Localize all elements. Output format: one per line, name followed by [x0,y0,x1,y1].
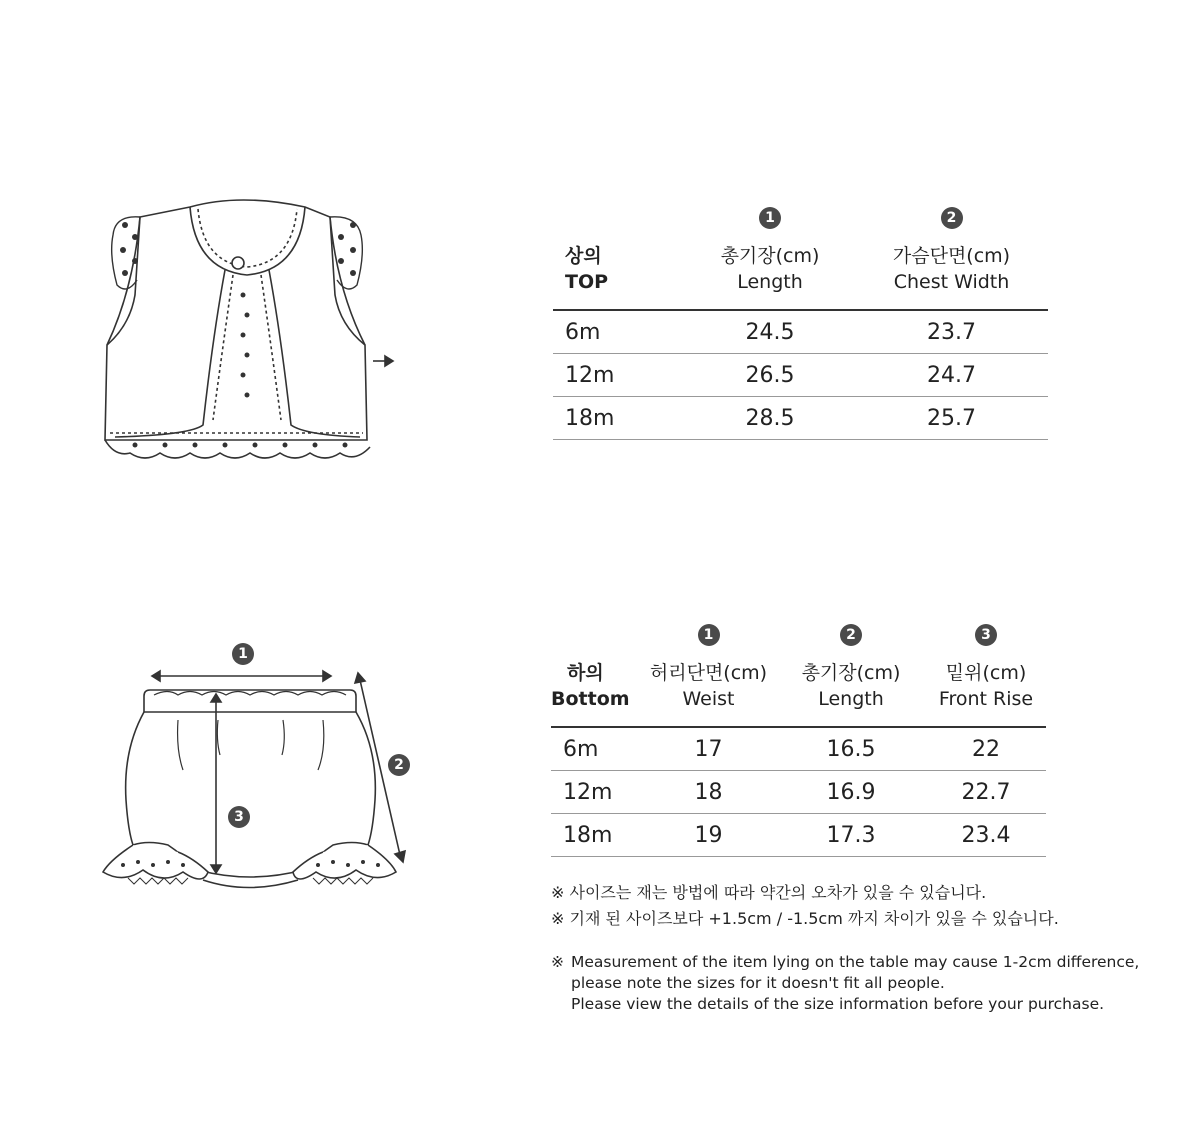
top-table-header [553,207,1048,310]
vest-illustration [95,195,400,475]
marker-2-icon: 2 [840,624,862,646]
top-col-chest-ko: 가슴단면(cm) [892,245,1011,267]
size-cell: 6m [563,736,599,762]
notes-en [551,952,1139,1015]
value-cell: 23.4 [961,822,1011,848]
bottom-col-length-en: Length [818,688,884,710]
value-cell: 22.7 [961,779,1011,805]
value-cell: 16.5 [826,736,876,762]
marker-3-icon: 3 [228,806,250,828]
marker-3-icon: 3 [975,624,997,646]
top-col-length-ko: 총기장(cm) [720,245,820,267]
top-col-chest [855,207,1048,310]
value-cell: 16.9 [826,779,876,805]
top-label-ko: 상의 [565,245,602,267]
value-cell: 28.5 [745,405,795,431]
marker-2-icon: 2 [388,754,410,776]
value-cell: 23.7 [927,319,976,345]
top-size-table [553,207,1048,440]
bottom-label [551,624,641,727]
value-cell: 17 [694,736,723,762]
note-line [551,952,1139,973]
bottom-table-header [551,624,1046,727]
size-cell: 12m [563,779,613,805]
table-row [551,771,1046,814]
bottom-col-waist-ko: 허리단면(cm) [649,662,768,684]
note-line: ※ 사이즈는 재는 방법에 따라 약간의 오차가 있을 수 있습니다. [551,883,987,902]
top-label-en: TOP [565,271,609,293]
value-cell: 25.7 [927,405,976,431]
note-line: please note the sizes for it doesn't fit all people. [571,974,945,992]
bottom-col-rise-ko: 밑위(cm) [945,662,1027,684]
value-cell: 18 [694,779,723,805]
bottom-col-rise [926,624,1046,727]
value-cell: 26.5 [745,362,795,388]
table-row [551,727,1046,771]
bottom-label-en: Bottom [551,688,630,710]
marker-1-icon: 1 [759,207,781,229]
bottom-col-waist-en: Weist [682,688,735,710]
size-cell: 18m [565,405,615,431]
bottom-size-table [551,624,1046,857]
top-col-length [685,207,855,310]
bottom-col-length-ko: 총기장(cm) [801,662,901,684]
note-text: Measurement of the item lying on the table may cause 1-2cm difference, [571,953,1140,971]
top-col-length-en: Length [737,271,803,293]
table-row [553,397,1048,440]
value-cell: 24.7 [927,362,976,388]
top-col-chest-en: Chest Width [893,271,1010,293]
marker-1-icon: 1 [232,643,254,665]
reference-mark-icon: ※ [551,953,564,971]
value-cell: 17.3 [826,822,876,848]
marker-1-icon: 1 [698,624,720,646]
table-row [553,354,1048,397]
size-cell: 12m [565,362,615,388]
table-row [553,310,1048,354]
bottom-col-length [776,624,926,727]
notes-ko [551,881,1059,931]
size-cell: 6m [565,319,601,345]
value-cell: 19 [694,822,723,848]
value-cell: 22 [972,736,1000,762]
note-line: Please view the details of the size information before your purchase. [571,995,1105,1013]
note-line: ※ 기재 된 사이즈보다 +1.5cm / -1.5cm 까지 차이가 있을 수 있습니다. [551,909,1059,928]
bottom-label-ko: 하의 [567,662,604,684]
bottom-col-rise-en: Front Rise [938,688,1034,710]
top-label [553,207,685,310]
value-cell: 24.5 [745,319,795,345]
bloomers-illustration [98,640,418,920]
bottom-col-waist [641,624,776,727]
table-row [551,814,1046,857]
marker-2-icon: 2 [941,207,963,229]
size-cell: 18m [563,822,613,848]
